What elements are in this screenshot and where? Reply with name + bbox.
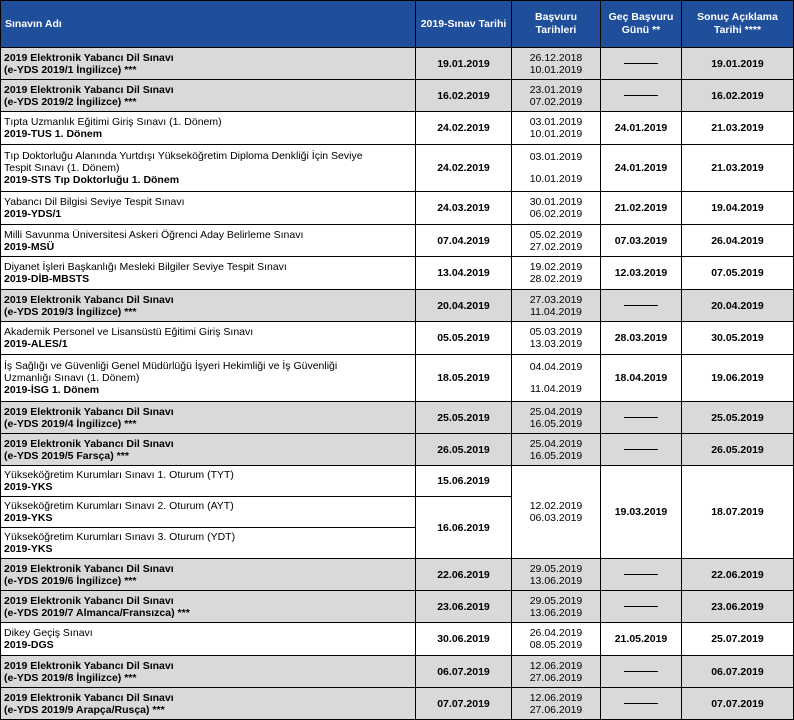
exam-name-line: 2019-YKS: [4, 543, 53, 555]
late-application-cell: [601, 290, 682, 322]
exam-date-cell: 22.06.2019: [416, 559, 512, 591]
exam-name-cell: [1, 434, 416, 466]
application-dates-cell: [512, 402, 601, 434]
result-date-cell: 26.05.2019: [682, 434, 794, 466]
application-date: 13.03.2019: [529, 338, 583, 350]
result-date-cell: 18.07.2019: [682, 466, 794, 559]
exam-name-cell: [1, 466, 416, 497]
dash-line: [624, 95, 658, 96]
application-date: 07.02.2019: [529, 95, 583, 108]
application-date: 16.05.2019: [529, 417, 583, 430]
application-date: 03.01.2019: [529, 151, 583, 163]
exam-name-line: İş Sağlığı ve Güvenliği Genel Müdürlüğü İşyeri Hekimliği ve İş Güvenliği: [4, 360, 338, 372]
late-application-cell: 21.05.2019: [601, 623, 682, 656]
result-date-cell: 16.02.2019: [682, 80, 794, 112]
exam-name-line: 2019 Elektronik Yabancı Dil Sınavı: [4, 691, 174, 704]
table-row: [1, 80, 794, 112]
application-date: 13.06.2019: [529, 606, 583, 619]
result-date-cell: 23.06.2019: [682, 591, 794, 623]
exam-date-cell: 24.02.2019: [416, 112, 512, 145]
exam-name-cell: [1, 48, 416, 80]
result-date-cell: 07.05.2019: [682, 257, 794, 290]
application-date: 06.03.2019: [529, 512, 583, 524]
exam-name-cell: [1, 225, 416, 257]
exam-date-cell: 25.05.2019: [416, 402, 512, 434]
application-dates-cell: [512, 559, 601, 591]
table-header-row: [1, 1, 794, 48]
exam-name-cell: [1, 322, 416, 355]
application-date: 19.02.2019: [529, 261, 583, 273]
dash-line: [624, 63, 658, 64]
exam-date-cell: 19.01.2019: [416, 48, 512, 80]
result-date-cell: 19.06.2019: [682, 355, 794, 402]
exam-name-cell: [1, 497, 416, 528]
application-dates-cell: [512, 112, 601, 145]
table-row: [1, 192, 794, 225]
exam-name-cell: [1, 80, 416, 112]
result-date-cell: 25.05.2019: [682, 402, 794, 434]
late-application-cell: 28.03.2019: [601, 322, 682, 355]
result-date-cell: 30.05.2019: [682, 322, 794, 355]
exam-name-cell: [1, 591, 416, 623]
exam-date-cell: 13.04.2019: [416, 257, 512, 290]
application-date: 26.04.2019: [529, 627, 583, 639]
exam-name-line: Yükseköğretim Kurumları Sınavı 1. Oturum (TYT): [4, 469, 234, 481]
exam-name-line: 2019 Elektronik Yabancı Dil Sınavı: [4, 659, 174, 672]
application-dates-cell: [512, 591, 601, 623]
exam-name-line: 2019 Elektronik Yabancı Dil Sınavı: [4, 83, 174, 96]
exam-name-line: 2019-DİB-MBSTS: [4, 273, 90, 285]
exam-date-cell: 24.03.2019: [416, 192, 512, 225]
table-row: [1, 434, 794, 466]
table-row: [1, 466, 794, 497]
application-date: 05.03.2019: [529, 326, 583, 338]
exam-name-cell: [1, 290, 416, 322]
exam-name-line: 2019 Elektronik Yabancı Dil Sınavı: [4, 51, 174, 64]
exam-date-cell: 05.05.2019: [416, 322, 512, 355]
application-dates-cell: [512, 80, 601, 112]
application-dates-cell: [512, 466, 601, 559]
header-exam-name: Sınavın Adı: [1, 1, 416, 48]
table-row: [1, 290, 794, 322]
application-date: 29.05.2019: [529, 594, 583, 607]
table-row: [1, 559, 794, 591]
table-row: [1, 322, 794, 355]
exam-date-cell: 16.02.2019: [416, 80, 512, 112]
result-date-cell: 21.03.2019: [682, 145, 794, 192]
exam-date-cell: 23.06.2019: [416, 591, 512, 623]
table-row: [1, 591, 794, 623]
exam-name-cell: [1, 112, 416, 145]
header-result-date: Sonuç Açıklama Tarihi ****: [682, 1, 794, 48]
late-application-cell: 24.01.2019: [601, 112, 682, 145]
application-dates-cell: [512, 290, 601, 322]
exam-name-line: (e-YDS 2019/2 İngilizce) ***: [4, 95, 137, 108]
late-application-cell: [601, 559, 682, 591]
late-application-cell: 19.03.2019: [601, 466, 682, 559]
result-date-cell: 21.03.2019: [682, 112, 794, 145]
exam-name-line: Uzmanlığı Sınavı (1. Dönem): [4, 372, 140, 384]
exam-name-line: 2019-YKS: [4, 481, 53, 493]
exam-name-line: 2019 Elektronik Yabancı Dil Sınavı: [4, 437, 174, 450]
exam-name-line: 2019-TUS 1. Dönem: [4, 128, 103, 140]
header-application-dates: Başvuru Tarihleri: [512, 1, 601, 48]
application-dates-cell: [512, 257, 601, 290]
exam-name-line: (e-YDS 2019/3 İngilizce) ***: [4, 305, 137, 318]
late-application-cell: [601, 80, 682, 112]
exam-name-cell: [1, 528, 416, 559]
dash-line: [624, 671, 658, 672]
exam-date-cell: 07.04.2019: [416, 225, 512, 257]
exam-name-line: (e-YDS 2019/4 İngilizce) ***: [4, 417, 137, 430]
exam-name-cell: [1, 257, 416, 290]
exam-name-cell: [1, 355, 416, 402]
application-date: 27.02.2019: [529, 240, 583, 253]
application-date: 11.04.2019: [530, 383, 582, 395]
result-date-cell: 19.01.2019: [682, 48, 794, 80]
application-dates-cell: [512, 192, 601, 225]
table-row: [1, 257, 794, 290]
table-row: [1, 48, 794, 80]
exam-name-line: Milli Savunma Üniversitesi Askeri Öğrenci Aday Belirleme Sınavı: [4, 228, 304, 241]
application-date: 10.01.2019: [529, 128, 583, 140]
table-row: [1, 355, 794, 402]
exam-name-line: 2019-İSG 1. Dönem: [4, 384, 100, 396]
exam-name-line: 2019-ALES/1: [4, 338, 68, 350]
dash-line: [624, 574, 658, 575]
application-date: 27.06.2019: [529, 671, 583, 684]
application-date: 10.01.2019: [529, 63, 583, 76]
late-application-cell: 21.02.2019: [601, 192, 682, 225]
application-date: 23.01.2019: [529, 83, 583, 96]
application-date: 13.06.2019: [529, 574, 583, 587]
result-date-cell: 22.06.2019: [682, 559, 794, 591]
result-date-cell: 20.04.2019: [682, 290, 794, 322]
late-application-cell: [601, 656, 682, 688]
late-application-cell: 12.03.2019: [601, 257, 682, 290]
exam-date-cell: 15.06.2019: [416, 466, 512, 497]
exam-date-cell: 06.07.2019: [416, 656, 512, 688]
late-application-cell: 18.04.2019: [601, 355, 682, 402]
exam-name-line: 2019 Elektronik Yabancı Dil Sınavı: [4, 405, 174, 418]
application-date: 28.02.2019: [529, 273, 583, 285]
exam-date-cell: 24.02.2019: [416, 145, 512, 192]
exam-name-line: (e-YDS 2019/6 İngilizce) ***: [4, 574, 137, 587]
application-date: 27.03.2019: [529, 293, 583, 306]
exam-date-cell: 16.06.2019: [416, 497, 512, 559]
application-date: 12.06.2019: [529, 691, 583, 704]
application-date: 25.04.2019: [529, 437, 583, 450]
application-dates-cell: [512, 225, 601, 257]
exam-name-line: 2019-DGS: [4, 639, 54, 651]
late-application-cell: [601, 434, 682, 466]
application-dates-cell: [512, 623, 601, 656]
result-date-cell: 26.04.2019: [682, 225, 794, 257]
result-date-cell: 25.07.2019: [682, 623, 794, 656]
late-application-cell: 07.03.2019: [601, 225, 682, 257]
exam-name-cell: [1, 145, 416, 192]
exam-date-cell: 18.05.2019: [416, 355, 512, 402]
application-dates-cell: [512, 322, 601, 355]
application-dates-cell: [512, 656, 601, 688]
exam-name-line: (e-YDS 2019/5 Farsça) ***: [4, 449, 129, 462]
application-date: 11.04.2019: [530, 305, 582, 318]
exam-name-line: 2019-YDS/1: [4, 208, 62, 220]
exam-date-cell: 30.06.2019: [416, 623, 512, 656]
result-date-cell: 19.04.2019: [682, 192, 794, 225]
exam-name-line: Akademik Personel ve Lisansüstü Eğitimi Giriş Sınavı: [4, 326, 254, 338]
late-application-cell: [601, 591, 682, 623]
dash-line: [624, 417, 658, 418]
application-date: 27.06.2019: [529, 703, 583, 716]
exam-name-line: Yükseköğretim Kurumları Sınavı 2. Oturum (AYT): [4, 500, 234, 512]
exam-name-line: Tespit Sınavı (1. Dönem): [4, 162, 120, 174]
exam-date-cell: 20.04.2019: [416, 290, 512, 322]
header-exam-date: 2019-Sınav Tarihi: [416, 1, 512, 48]
application-date: 04.04.2019: [529, 361, 583, 373]
exam-name-line: 2019 Elektronik Yabancı Dil Sınavı: [4, 562, 174, 575]
exam-name-line: 2019-STS Tıp Doktorluğu 1. Dönem: [4, 174, 180, 186]
exam-name-line: Diyanet İşleri Başkanlığı Mesleki Bilgiler Seviye Tespit Sınavı: [4, 261, 287, 273]
exam-name-line: (e-YDS 2019/8 İngilizce) ***: [4, 671, 137, 684]
late-application-cell: 24.01.2019: [601, 145, 682, 192]
application-dates-cell: [512, 145, 601, 192]
late-application-cell: [601, 402, 682, 434]
application-date: 03.01.2019: [529, 116, 583, 128]
table-row: [1, 225, 794, 257]
exam-name-line: (e-YDS 2019/7 Almanca/Fransızca) ***: [4, 606, 190, 619]
table-row: [1, 656, 794, 688]
exam-name-cell: [1, 559, 416, 591]
table-row: [1, 112, 794, 145]
exam-name-cell: [1, 192, 416, 225]
application-date: 08.05.2019: [529, 639, 583, 651]
table-row: [1, 402, 794, 434]
exam-name-line: Yükseköğretim Kurumları Sınavı 3. Oturum (YDT): [4, 531, 236, 543]
exam-name-line: 2019-YKS: [4, 512, 53, 524]
exam-name-line: (e-YDS 2019/1 İngilizce) ***: [4, 63, 137, 76]
table-row: [1, 623, 794, 656]
header-late-application: Geç Başvuru Günü **: [601, 1, 682, 48]
exam-name-cell: [1, 623, 416, 656]
late-application-cell: [601, 48, 682, 80]
application-date: 05.02.2019: [529, 228, 583, 241]
application-dates-cell: [512, 434, 601, 466]
application-date: 12.06.2019: [529, 659, 583, 672]
exam-date-cell: 26.05.2019: [416, 434, 512, 466]
application-date: 26.12.2018: [529, 51, 583, 64]
application-dates-cell: [512, 48, 601, 80]
exam-name-line: 2019 Elektronik Yabancı Dil Sınavı: [4, 293, 174, 306]
application-date: 12.02.2019: [529, 500, 583, 512]
exam-name-cell: [1, 402, 416, 434]
application-date: 29.05.2019: [529, 562, 583, 575]
exam-name-line: Tıpta Uzmanlık Eğitimi Giriş Sınavı (1. Dönem): [4, 116, 222, 128]
exam-name-line: 2019-MSÜ: [4, 240, 55, 253]
exam-name-line: Yabancı Dil Bilgisi Seviye Tespit Sınavı: [4, 196, 185, 208]
result-date-cell: 07.07.2019: [682, 688, 794, 720]
dash-line: [624, 703, 658, 704]
exam-name-line: 2019 Elektronik Yabancı Dil Sınavı: [4, 594, 174, 607]
application-date: 25.04.2019: [529, 405, 583, 418]
application-date: 10.01.2019: [529, 173, 583, 185]
exam-name-line: Dikey Geçiş Sınavı: [4, 627, 93, 639]
exam-name-line: (e-YDS 2019/9 Arapça/Rusça) ***: [4, 703, 165, 716]
application-dates-cell: [512, 355, 601, 402]
exam-date-cell: 07.07.2019: [416, 688, 512, 720]
dash-line: [624, 305, 658, 306]
application-date: 06.02.2019: [529, 208, 583, 220]
application-date: 16.05.2019: [529, 449, 583, 462]
exam-name-cell: [1, 656, 416, 688]
result-date-cell: 06.07.2019: [682, 656, 794, 688]
dash-line: [624, 606, 658, 607]
dash-line: [624, 449, 658, 450]
application-date: 30.01.2019: [529, 196, 583, 208]
table-row: [1, 145, 794, 192]
exam-name-line: Tıp Doktorluğu Alanında Yurtdışı Yükseköğretim Diploma Denkliği İçin Seviye: [4, 150, 363, 162]
